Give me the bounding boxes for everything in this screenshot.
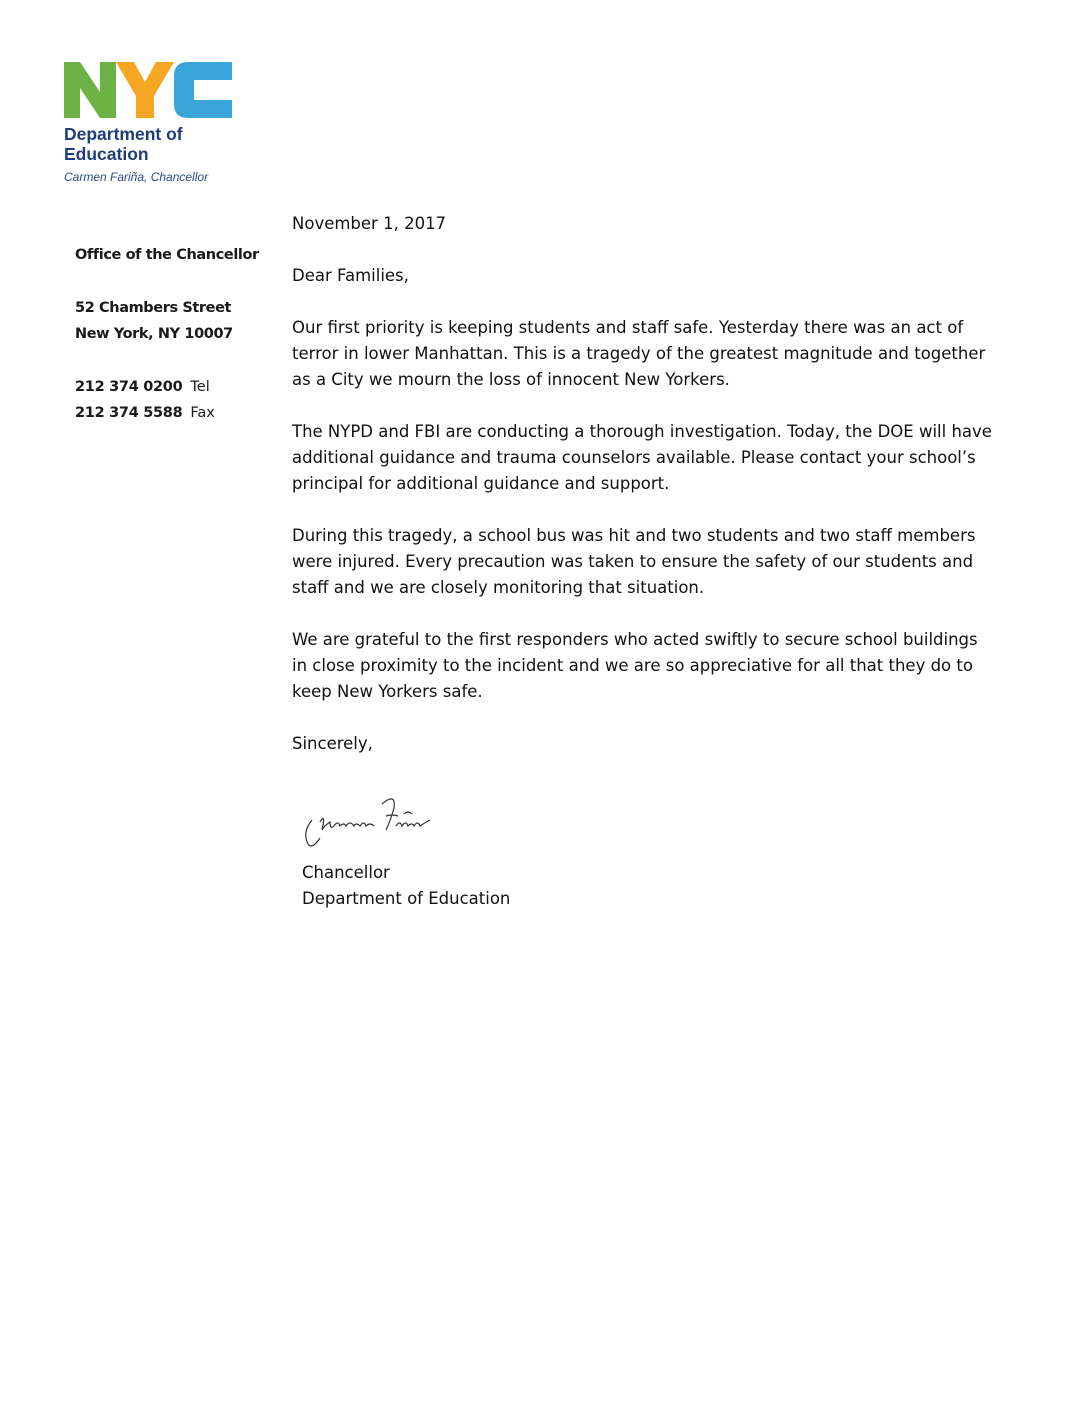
department-line-2: Education	[64, 144, 149, 164]
letter-paragraph: Our first priority is keeping students and staff safe. Yesterday there was an act of terror in lower Manhattan. This is a tragedy of the greatest magnitude and together as a City we mourn the loss of innocent New Yorkers.	[292, 318, 986, 389]
phone-fax-number: 212 374 5588	[75, 405, 183, 421]
department-line-1: Department of	[64, 124, 183, 144]
signoff-block	[302, 860, 510, 912]
phone-fax-label: Fax	[190, 405, 215, 421]
nyc-wordmark-icon	[64, 62, 232, 118]
phone-tel-label: Tel	[190, 379, 210, 395]
letter-body	[292, 211, 992, 757]
letter-paragraph: We are grateful to the first responders who acted swiftly to secure school buildings in close proximity to the incident and we are so appreciative for all that they do to keep New Yorkers safe.	[292, 630, 978, 701]
department-name	[64, 124, 244, 164]
phone-fax	[75, 400, 275, 426]
address-line-1: 52 Chambers Street	[75, 300, 232, 316]
chancellor-line: Carmen Fariña, Chancellor	[64, 170, 209, 184]
handwritten-signature	[300, 786, 450, 852]
letter-closing: Sincerely,	[292, 734, 373, 753]
letter-paragraph: During this tragedy, a school bus was hit and two students and two staff members were injured. Every precaution was taken to ensure the safety of our students and staff and we are closely monitoring that situation.	[292, 526, 976, 597]
address-block	[75, 242, 275, 426]
signoff-org: Department of Education	[302, 889, 511, 908]
letter-date: November 1, 2017	[292, 214, 447, 233]
nyc-doe-logo	[64, 62, 244, 184]
letter-paragraph: The NYPD and FBI are conducting a thorough investigation. Today, the DOE will have additional guidance and trauma counselors available. Please contact your school’s principal for additional guidance and support.	[292, 422, 992, 493]
office-name: Office of the Chancellor	[75, 247, 259, 263]
signoff-title: Chancellor	[302, 863, 390, 882]
letter-salutation: Dear Families,	[292, 266, 409, 285]
phone-tel	[75, 374, 275, 400]
address-line-2: New York, NY 10007	[75, 326, 233, 342]
phone-tel-number: 212 374 0200	[75, 379, 183, 395]
